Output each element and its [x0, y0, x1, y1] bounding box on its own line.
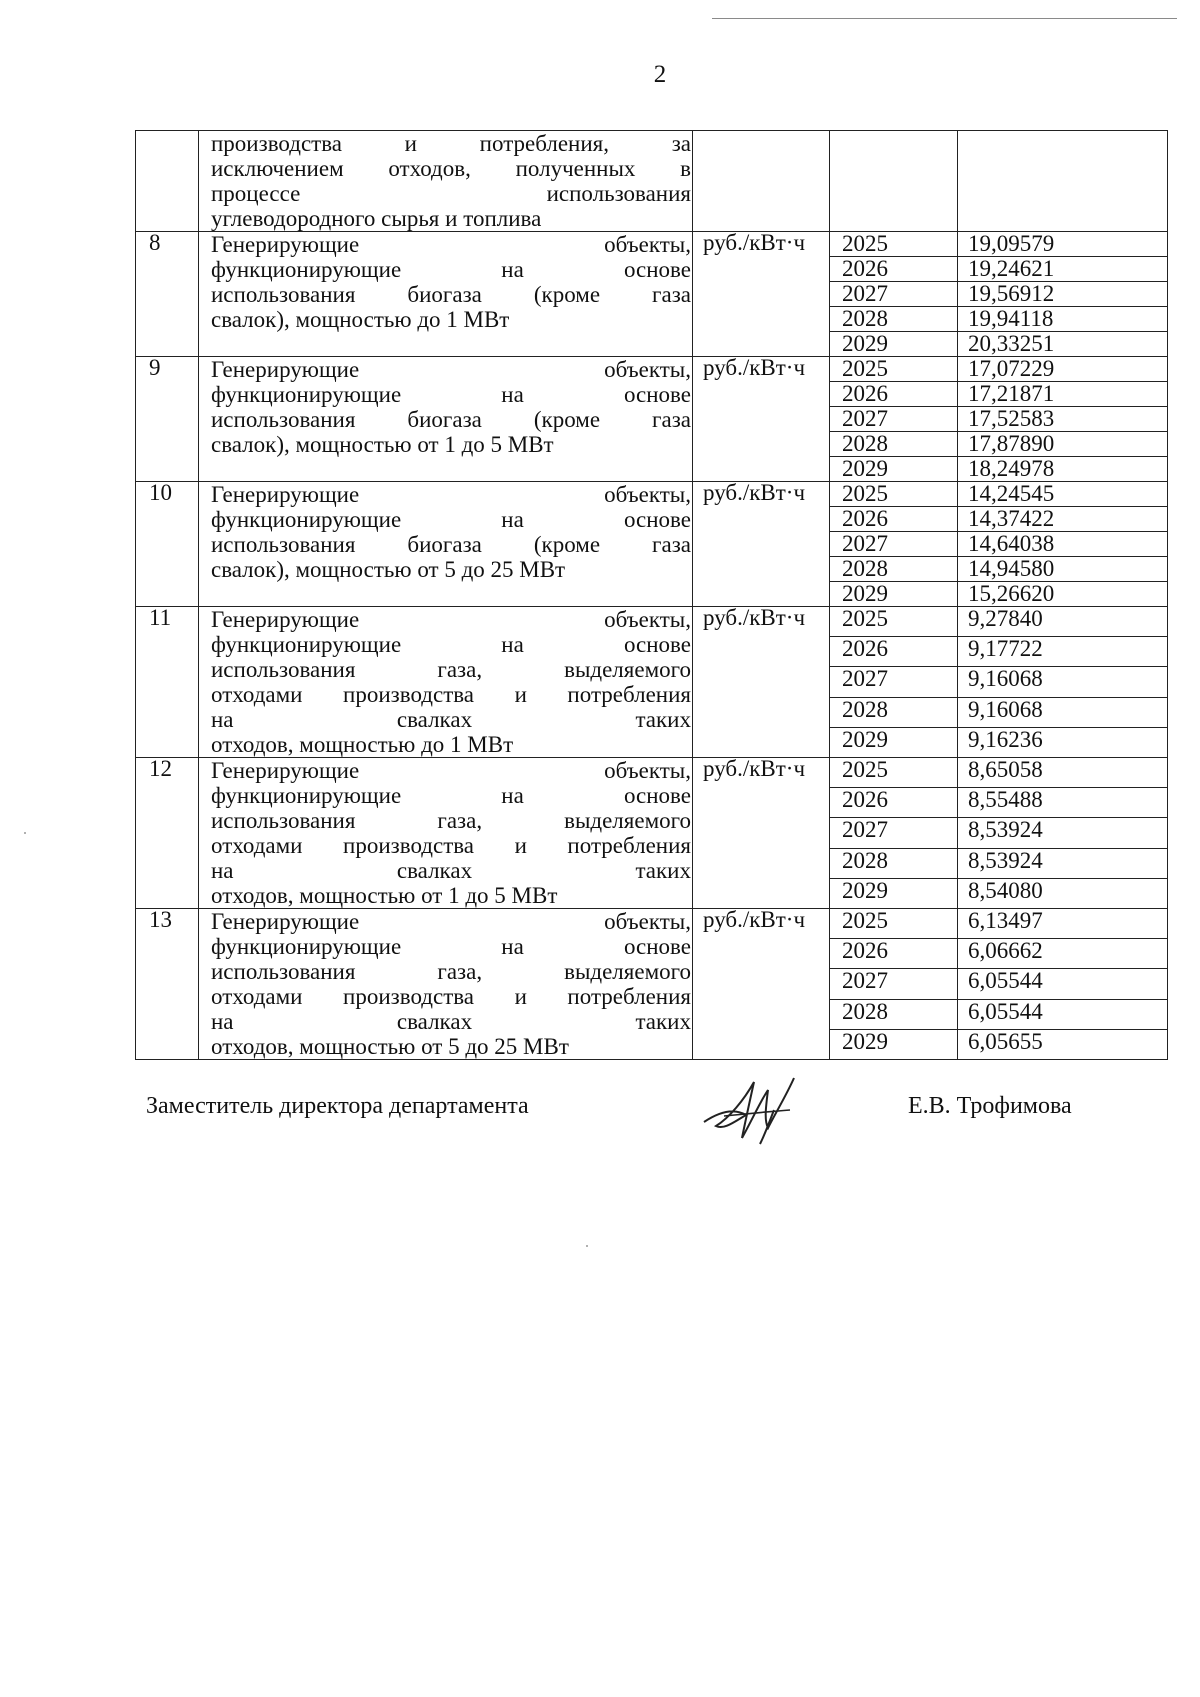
- year-cell: 2028: [830, 432, 958, 457]
- row-number-cell: [136, 131, 199, 232]
- description-line: Генерирующие объекты,: [211, 607, 691, 632]
- description-line: отходами производства и потребления: [211, 984, 691, 1009]
- description-cell: [199, 482, 693, 607]
- row-number-cell: 9: [136, 357, 199, 482]
- value-cell: 19,24621: [958, 257, 1168, 282]
- value-cell: 6,06662: [958, 939, 1168, 969]
- description-line: использования газа, выделяемого: [211, 657, 691, 682]
- unit-cell: руб./кВт·ч: [693, 357, 830, 482]
- unit-cell: руб./кВт·ч: [693, 232, 830, 357]
- description-line: использования биогаза (кроме газа: [211, 282, 691, 307]
- description-line: Генерирующие объекты,: [211, 357, 691, 382]
- value-cell: 6,05544: [958, 969, 1168, 999]
- description-cell: [199, 232, 693, 357]
- unit-cell: руб./кВт·ч: [693, 482, 830, 607]
- description-line: исключением отходов, полученных в: [211, 156, 691, 181]
- signer-name: Е.В. Трофимова: [908, 1093, 1072, 1119]
- year-cell: 2027: [830, 818, 958, 848]
- handwritten-signature: [694, 1060, 814, 1150]
- description-line: производства и потребления, за: [211, 131, 691, 156]
- description-line: отходов, мощностью до 1 МВт: [211, 732, 514, 757]
- row-number-cell: 11: [136, 607, 199, 758]
- description-line: на свалках таких: [211, 858, 691, 883]
- description-line: функционирующие на основе: [211, 934, 691, 959]
- unit-cell: руб./кВт·ч: [693, 758, 830, 909]
- value-cell: 9,16068: [958, 697, 1168, 727]
- value-cell: 9,27840: [958, 607, 1168, 637]
- value-cell: 17,87890: [958, 432, 1168, 457]
- year-cell: 2026: [830, 507, 958, 532]
- signer-title: Заместитель директора департамента: [146, 1093, 529, 1119]
- tariff-table-body: [136, 131, 1168, 1060]
- year-cell: 2025: [830, 232, 958, 257]
- value-cell: 17,07229: [958, 357, 1168, 382]
- value-cell: 8,53924: [958, 818, 1168, 848]
- value-cell: 17,52583: [958, 407, 1168, 432]
- unit-cell: [693, 131, 830, 232]
- value-cell: 14,64038: [958, 532, 1168, 557]
- year-cell: 2026: [830, 939, 958, 969]
- table-row: [136, 607, 1168, 637]
- description-line: Генерирующие объекты,: [211, 232, 691, 257]
- table-row: [136, 232, 1168, 257]
- description-line: отходами производства и потребления: [211, 682, 691, 707]
- description-line: функционирующие на основе: [211, 382, 691, 407]
- year-cell: [830, 131, 958, 232]
- year-cell: 2026: [830, 257, 958, 282]
- description-line: свалок), мощностью до 1 МВт: [211, 307, 510, 332]
- description-line: использования газа, выделяемого: [211, 959, 691, 984]
- value-cell: 6,05655: [958, 1029, 1168, 1059]
- value-cell: 8,54080: [958, 878, 1168, 908]
- year-cell: 2028: [830, 848, 958, 878]
- description-line: на свалках таких: [211, 707, 691, 732]
- description-line: отходами производства и потребления: [211, 833, 691, 858]
- page-number: 2: [653, 61, 667, 88]
- year-cell: 2026: [830, 637, 958, 667]
- table-row-continuation: [136, 131, 1168, 232]
- year-cell: 2028: [830, 557, 958, 582]
- description-line: отходов, мощностью от 1 до 5 МВт: [211, 883, 558, 908]
- value-cell: 9,17722: [958, 637, 1168, 667]
- year-cell: 2029: [830, 457, 958, 482]
- row-number-cell: 12: [136, 758, 199, 909]
- value-cell: 9,16236: [958, 727, 1168, 757]
- year-cell: 2029: [830, 332, 958, 357]
- description-line: Генерирующие объекты,: [211, 909, 691, 934]
- description-cell: [199, 758, 693, 909]
- value-cell: 8,55488: [958, 788, 1168, 818]
- value-cell: 6,13497: [958, 909, 1168, 939]
- year-cell: 2025: [830, 482, 958, 507]
- unit-cell: руб./кВт·ч: [693, 909, 830, 1060]
- value-cell: 20,33251: [958, 332, 1168, 357]
- description-cell: [199, 909, 693, 1060]
- year-cell: 2025: [830, 357, 958, 382]
- value-cell: 6,05544: [958, 999, 1168, 1029]
- description-line: углеводородного сырья и топлива: [211, 206, 542, 231]
- description-line: процессе использования: [211, 181, 691, 206]
- year-cell: 2027: [830, 282, 958, 307]
- year-cell: 2027: [830, 667, 958, 697]
- description-line: функционирующие на основе: [211, 507, 691, 532]
- value-cell: [958, 131, 1168, 232]
- tariff-table: [135, 130, 1168, 1060]
- value-cell: 19,09579: [958, 232, 1168, 257]
- value-cell: 15,26620: [958, 582, 1168, 607]
- year-cell: 2029: [830, 582, 958, 607]
- description-line: Генерирующие объекты,: [211, 482, 691, 507]
- year-cell: 2026: [830, 382, 958, 407]
- description-cell: [199, 607, 693, 758]
- year-cell: 2029: [830, 727, 958, 757]
- description-line: функционирующие на основе: [211, 257, 691, 282]
- year-cell: 2025: [830, 758, 958, 788]
- description-line: свалок), мощностью от 1 до 5 МВт: [211, 432, 554, 457]
- row-number-cell: 13: [136, 909, 199, 1060]
- year-cell: 2029: [830, 878, 958, 908]
- year-cell: 2025: [830, 607, 958, 637]
- unit-cell: руб./кВт·ч: [693, 607, 830, 758]
- value-cell: 9,16068: [958, 667, 1168, 697]
- description-line: функционирующие на основе: [211, 632, 691, 657]
- value-cell: 18,24978: [958, 457, 1168, 482]
- row-number-cell: 8: [136, 232, 199, 357]
- value-cell: 19,94118: [958, 307, 1168, 332]
- description-line: использования газа, выделяемого: [211, 808, 691, 833]
- scan-speck: [24, 832, 26, 834]
- year-cell: 2025: [830, 909, 958, 939]
- description-cell: [199, 131, 693, 232]
- top-rule: [712, 18, 1177, 19]
- description-line: использования биогаза (кроме газа: [211, 407, 691, 432]
- value-cell: 19,56912: [958, 282, 1168, 307]
- description-line: свалок), мощностью от 5 до 25 МВт: [211, 557, 566, 582]
- row-number-cell: 10: [136, 482, 199, 607]
- year-cell: 2027: [830, 407, 958, 432]
- value-cell: 8,53924: [958, 848, 1168, 878]
- table-row: [136, 357, 1168, 382]
- description-line: функционирующие на основе: [211, 783, 691, 808]
- table-row: [136, 909, 1168, 939]
- year-cell: 2028: [830, 999, 958, 1029]
- year-cell: 2028: [830, 307, 958, 332]
- value-cell: 17,21871: [958, 382, 1168, 407]
- value-cell: 14,37422: [958, 507, 1168, 532]
- value-cell: 14,24545: [958, 482, 1168, 507]
- value-cell: 8,65058: [958, 758, 1168, 788]
- description-line: на свалках таких: [211, 1009, 691, 1034]
- value-cell: 14,94580: [958, 557, 1168, 582]
- year-cell: 2026: [830, 788, 958, 818]
- description-line: Генерирующие объекты,: [211, 758, 691, 783]
- description-line: использования биогаза (кроме газа: [211, 532, 691, 557]
- description-line: отходов, мощностью от 5 до 25 МВт: [211, 1034, 569, 1059]
- description-cell: [199, 357, 693, 482]
- scan-speck: [586, 1245, 588, 1247]
- table-row: [136, 758, 1168, 788]
- table-row: [136, 482, 1168, 507]
- year-cell: 2027: [830, 532, 958, 557]
- year-cell: 2029: [830, 1029, 958, 1059]
- year-cell: 2028: [830, 697, 958, 727]
- year-cell: 2027: [830, 969, 958, 999]
